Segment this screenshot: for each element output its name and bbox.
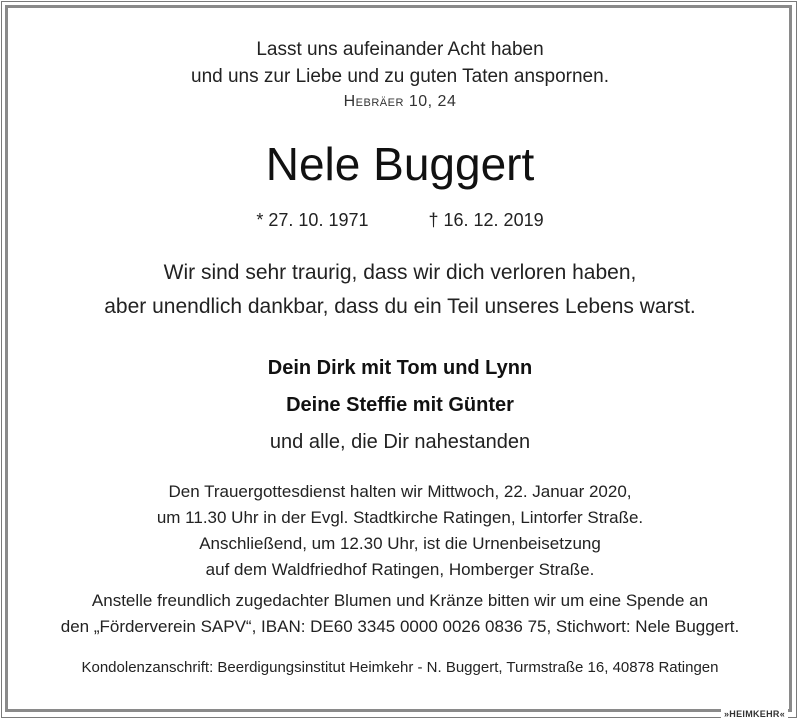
motto-quote — [10, 36, 790, 90]
donation-request — [10, 588, 790, 640]
service-line-4: auf dem Waldfriedhof Ratingen, Homberger Straße. — [205, 560, 595, 579]
message-line-2: aber unendlich dankbar, dass du ein Teil unseres Lebens warst. — [104, 295, 696, 318]
family-signatures — [10, 350, 790, 461]
funeral-service-info — [10, 479, 790, 583]
deceased-name: Nele Buggert — [265, 138, 535, 190]
life-dates — [10, 208, 790, 232]
mourning-message — [10, 256, 790, 324]
family-line-1: Dein Dirk mit Tom und Lynn — [267, 357, 533, 379]
message-line-1: Wir sind sehr traurig, dass wir dich verloren haben, — [163, 261, 637, 284]
birth-date: * 27. 10. 1971 — [256, 210, 369, 230]
service-line-1: Den Trauergottesdienst halten wir Mittwoch, 22. Januar 2020, — [168, 482, 632, 501]
death-date: † 16. 12. 2019 — [428, 210, 544, 230]
funeral-home-tag: »HEIMKEHR« — [721, 709, 788, 720]
obituary-notice — [10, 36, 790, 678]
bible-verse-reference — [10, 90, 790, 114]
motto-line-2: und uns zur Liebe und zu guten Taten anspornen. — [191, 66, 609, 87]
donation-line-1: Anstelle freundlich zugedachter Blumen und Kränze bitten wir um eine Spende an — [91, 591, 709, 610]
motto-line-1: Lasst uns aufeinander Acht haben — [256, 39, 544, 60]
condolence-address: Kondolenzanschrift: Beerdigungsinstitut Heimkehr - N. Buggert, Turmstraße 16, 40878 Ratingen — [81, 659, 719, 676]
family-line-2: Deine Steffie mit Günter — [286, 394, 514, 416]
family-line-3: und alle, die Dir nahestanden — [269, 431, 531, 453]
verse-text: Hebräer 10, 24 — [343, 93, 457, 110]
service-line-2: um 11.30 Uhr in der Evgl. Stadtkirche Ratingen, Lintorfer Straße. — [156, 508, 644, 527]
service-line-3: Anschließend, um 12.30 Uhr, ist die Urnenbeisetzung — [199, 534, 601, 553]
donation-line-2: den „Förderverein SAPV“, IBAN: DE60 3345 0000 0026 0836 75, Stichwort: Nele Buggert. — [60, 617, 740, 636]
